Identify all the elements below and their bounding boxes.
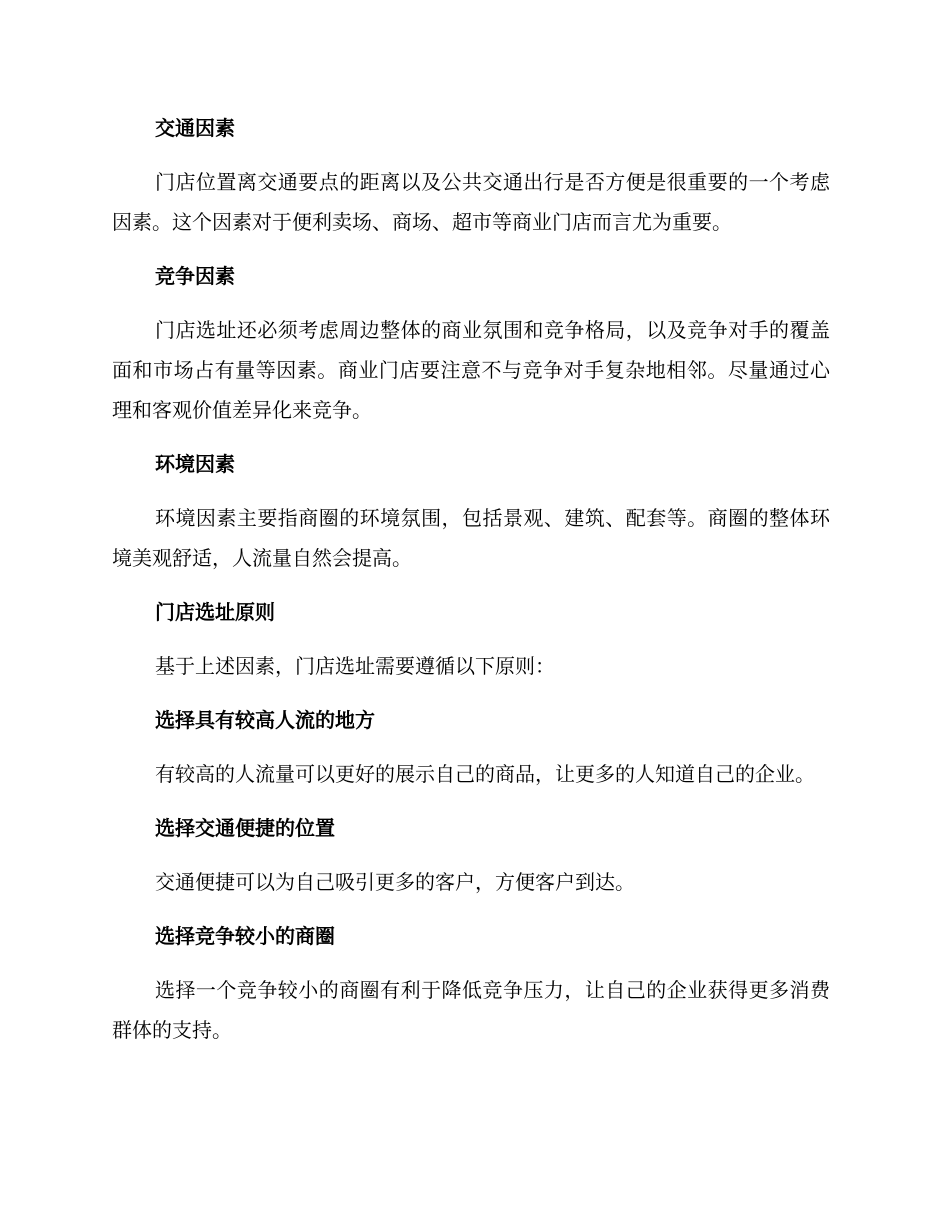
section-paragraph-traffic: 门店位置离交通要点的距离以及公共交通出行是否方便是很重要的一个考虑因素。这个因素对于便利卖场、商场、超市等商业门店而言尤为重要。 bbox=[112, 170, 830, 234]
section-heading-traffic: 交通因素 bbox=[155, 116, 235, 140]
section-paragraph-environment: 环境因素主要指商圈的环境氛围，包括景观、建筑、配套等。商圈的整体环境美观舒适，人流量自然会提高。 bbox=[112, 506, 830, 570]
section-paragraph-convenient-location: 交通便捷可以为自己吸引更多的客户，方便客户到达。 bbox=[155, 870, 635, 894]
section-heading-convenient-location: 选择交通便捷的位置 bbox=[155, 816, 335, 840]
section-paragraph-low-competition: 选择一个竞争较小的商圈有利于降低竞争压力，让自己的企业获得更多消费群体的支持。 bbox=[112, 978, 830, 1042]
section-heading-environment: 环境因素 bbox=[155, 452, 235, 476]
section-heading-principles: 门店选址原则 bbox=[155, 600, 275, 624]
section-heading-low-competition: 选择竞争较小的商圈 bbox=[155, 924, 335, 948]
section-paragraph-high-traffic: 有较高的人流量可以更好的展示自己的商品，让更多的人知道自己的企业。 bbox=[155, 762, 815, 786]
section-heading-competition: 竞争因素 bbox=[155, 264, 235, 288]
section-paragraph-principles: 基于上述因素，门店选址需要遵循以下原则： bbox=[155, 654, 555, 678]
section-heading-high-traffic: 选择具有较高人流的地方 bbox=[155, 708, 375, 732]
section-paragraph-competition: 门店选址还必须考虑周边整体的商业氛围和竞争格局，以及竞争对手的覆盖面和市场占有量等因素。商业门店要注意不与竞争对手复杂地相邻。尽量通过心理和客观价值差异化来竞争。 bbox=[112, 318, 830, 422]
document-body bbox=[112, 108, 830, 1050]
